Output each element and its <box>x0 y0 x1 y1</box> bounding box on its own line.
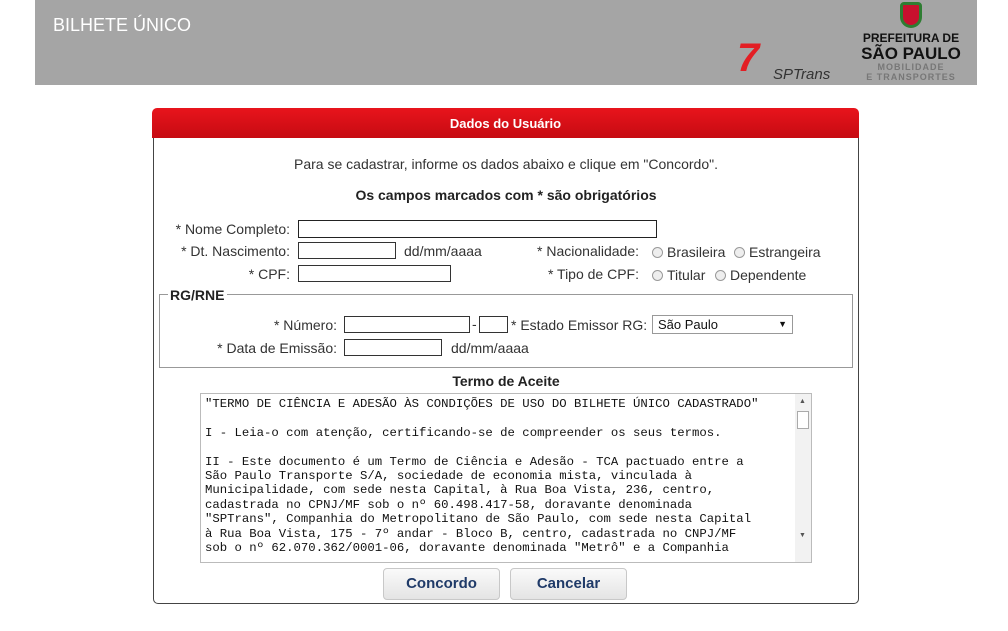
nascimento-hint: dd/mm/aaaa <box>404 243 482 259</box>
scroll-up-icon[interactable]: ▲ <box>799 398 806 405</box>
rg-emissao-hint: dd/mm/aaaa <box>451 340 529 356</box>
header <box>35 0 977 85</box>
estado-emissor-select[interactable]: São Paulo ▼ <box>652 315 793 334</box>
termo-textarea[interactable] <box>200 393 812 563</box>
rg-numero-label: * Número: <box>273 317 337 333</box>
nascimento-input[interactable] <box>298 242 396 259</box>
required-note: Os campos marcados com * são obrigatórios <box>355 187 657 203</box>
termo-text: "TERMO DE CIÊNCIA E ADESÃO ÀS CONDIÇÕES DE USO DO BILHETE ÚNICO CADASTRADO" I - Leia-o com atenção, certificando-se de compreender os seus termos. II - Este documento é um Termo de Ciência e Adesão - TCA pactuado entre a São Paulo Transporte S/A, sociedade de economia mista, vinculada à Municipalidade, com sede nesta Capital, à Rua Boa Vista, 236, centro, cadastrada no CPNJ/MF sob o nº 60.498.417-58, doravante denominada "SPTrans", Companhia do Metropolitano de São Paulo, com sede nesta Capital à Rua Boa Vista, 175 - 7º andar - Bloco B, centro, cadastrada no CNPJ/MF sob o nº 62.070.362/0001-06, doravante denominada "Metrô" e a Companhia <box>205 397 759 556</box>
form-title: Dados do Usuário <box>152 108 859 138</box>
cancelar-button[interactable]: Cancelar <box>510 568 627 600</box>
radio-icon <box>652 247 663 258</box>
radio-icon <box>715 270 726 281</box>
nome-label: * Nome Completo: <box>175 221 290 237</box>
scroll-down-icon[interactable]: ▼ <box>799 532 806 539</box>
prefeitura-logo: PREFEITURA DE SÃO PAULO MOBILIDADE E TRANSPORTES <box>858 0 964 85</box>
radio-titular[interactable]: Titular <box>652 267 705 283</box>
scrollbar-thumb[interactable] <box>797 411 809 429</box>
cpf-input[interactable] <box>298 265 451 282</box>
radio-estrangeira[interactable]: Estrangeira <box>734 244 821 260</box>
rg-separator: - <box>472 316 477 332</box>
estado-emissor-label: * Estado Emissor RG: <box>511 317 648 333</box>
rg-legend: RG/RNE <box>168 287 227 303</box>
dropdown-arrow-icon: ▼ <box>778 319 787 329</box>
radio-icon <box>734 247 745 258</box>
nome-input[interactable] <box>298 220 657 238</box>
radio-icon <box>652 270 663 281</box>
rg-emissao-input[interactable] <box>344 339 442 356</box>
radio-dependente[interactable]: Dependente <box>715 267 806 283</box>
app-title: BILHETE ÚNICO <box>53 15 192 35</box>
rg-numero-input[interactable] <box>344 316 470 333</box>
tipo-cpf-label: * Tipo de CPF: <box>547 266 639 282</box>
sptrans-logo: 7 SPTrans <box>737 36 831 83</box>
radio-brasileira[interactable]: Brasileira <box>652 244 725 260</box>
scrollbar[interactable] <box>795 394 811 562</box>
nascimento-label: * Dt. Nascimento: <box>181 243 290 259</box>
concordo-button[interactable]: Concordo <box>383 568 500 600</box>
termo-title: Termo de Aceite <box>452 373 560 389</box>
nacionalidade-label: * Nacionalidade: <box>537 243 639 259</box>
cpf-label: * CPF: <box>248 266 290 282</box>
rg-digito-input[interactable] <box>479 316 508 333</box>
city-crest-icon <box>900 2 922 28</box>
rg-emissao-label: * Data de Emissão: <box>217 340 337 356</box>
intro-text: Para se cadastrar, informe os dados abaixo e clique em "Concordo". <box>294 156 718 172</box>
